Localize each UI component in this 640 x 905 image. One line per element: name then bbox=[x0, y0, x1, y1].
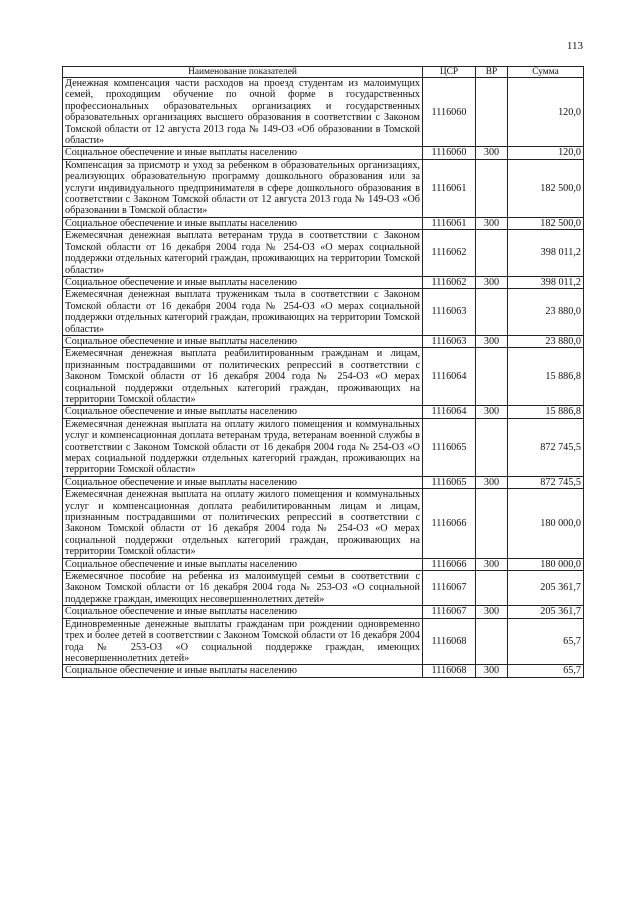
table-row bbox=[63, 289, 584, 336]
row-sum: 180 000,0 bbox=[508, 558, 584, 570]
table-header-row bbox=[63, 67, 584, 78]
row-vr: 300 bbox=[476, 558, 508, 570]
row-name: Ежемесячная денежная выплата реабилитированным гражданам и лицам, признанным пострадавшими от политических репрессий в соответствии с Законом Томской области от 16 декабря 2004 года № 254-ОЗ «О мерах социальной поддержки отдельных категорий граждан, проживающих на территории Томской области» bbox=[63, 348, 423, 406]
row-csr: 1116066 bbox=[423, 558, 476, 570]
row-sum: 205 361,7 bbox=[508, 571, 584, 606]
row-sum: 23 880,0 bbox=[508, 335, 584, 347]
row-csr: 1116060 bbox=[423, 147, 476, 159]
row-csr: 1116064 bbox=[423, 348, 476, 406]
row-name: Социальное обеспечение и иные выплаты населению bbox=[63, 476, 423, 488]
table-row bbox=[63, 217, 584, 229]
row-csr: 1116060 bbox=[423, 78, 476, 147]
row-csr: 1116063 bbox=[423, 289, 476, 336]
row-name: Ежемесячная денежная выплата на оплату жилого помещения и коммунальных услуг и компенсационная доплата реабилитированным лицам и лицам, признанным пострадавшими от политических репрессий в соответствии с Законом Томской области от 16 декабря 2004 года № 254-ОЗ «О мерах социальной поддержки отдельных категорий граждан, проживающих на территории Томской области» bbox=[63, 489, 423, 558]
row-sum: 872 745,5 bbox=[508, 476, 584, 488]
row-name: Социальное обеспечение и иные выплаты населению bbox=[63, 406, 423, 418]
row-sum: 205 361,7 bbox=[508, 606, 584, 618]
row-vr: 300 bbox=[476, 335, 508, 347]
table-row bbox=[63, 335, 584, 347]
row-name: Единовременные денежные выплаты гражданам при рождении одновременно трех и более детей в соответствии с Законом Томской области от 16 декабря 2004 года № 253-ОЗ «О социальной поддержке граждан, имеющих несовершеннолетних детей» bbox=[63, 618, 423, 665]
row-vr bbox=[476, 348, 508, 406]
row-csr: 1116068 bbox=[423, 665, 476, 677]
row-name: Социальное обеспечение и иные выплаты населению bbox=[63, 335, 423, 347]
table-row bbox=[63, 406, 584, 418]
row-name: Социальное обеспечение и иные выплаты населению bbox=[63, 665, 423, 677]
row-name: Социальное обеспечение и иные выплаты населению bbox=[63, 558, 423, 570]
budget-table bbox=[62, 66, 584, 678]
table-row bbox=[63, 489, 584, 558]
table-row bbox=[63, 618, 584, 665]
row-name: Социальное обеспечение и иные выплаты населению bbox=[63, 606, 423, 618]
header-sum: Сумма bbox=[508, 67, 584, 78]
row-csr: 1116062 bbox=[423, 230, 476, 277]
row-vr bbox=[476, 289, 508, 336]
row-sum: 180 000,0 bbox=[508, 489, 584, 558]
row-sum: 182 500,0 bbox=[508, 159, 584, 217]
row-vr bbox=[476, 78, 508, 147]
row-sum: 398 011,2 bbox=[508, 230, 584, 277]
table-row bbox=[63, 276, 584, 288]
row-name: Ежемесячная денежная выплата на оплату жилого помещения и коммунальных услуг и компенсационная доплата ветеранам труда, ветеранам военной службы в соответствии с Законом Томской области от 16 декабря 2004 года № 254-ОЗ «О мерах социальной поддержки отдельных категорий граждан, проживающих на территории Томской области» bbox=[63, 418, 423, 476]
table-row bbox=[63, 571, 584, 606]
row-csr: 1116067 bbox=[423, 606, 476, 618]
table-row bbox=[63, 159, 584, 217]
row-csr: 1116061 bbox=[423, 159, 476, 217]
row-vr: 300 bbox=[476, 606, 508, 618]
row-vr: 300 bbox=[476, 217, 508, 229]
row-name: Компенсация за присмотр и уход за ребенком в образовательных организациях, реализующих образовательную программу дошкольного образования или за услуги индивидуального предпринимателя в сфере дошкольного образования в соответствии с Законом Томской области от 12 августа 2013 года № 149-ОЗ «Об образовании в Томской области» bbox=[63, 159, 423, 217]
row-sum: 120,0 bbox=[508, 78, 584, 147]
row-vr bbox=[476, 418, 508, 476]
row-vr bbox=[476, 159, 508, 217]
header-csr: ЦСР bbox=[423, 67, 476, 78]
row-sum: 182 500,0 bbox=[508, 217, 584, 229]
row-vr bbox=[476, 489, 508, 558]
table-row bbox=[63, 558, 584, 570]
row-sum: 65,7 bbox=[508, 665, 584, 677]
row-sum: 15 886,8 bbox=[508, 348, 584, 406]
row-name: Социальное обеспечение и иные выплаты населению bbox=[63, 276, 423, 288]
row-csr: 1116066 bbox=[423, 489, 476, 558]
row-name: Ежемесячное пособие на ребенка из малоимущей семьи в соответствии с Законом Томской области от 16 декабря 2004 года № 253-ОЗ «О социальной поддержке граждан, имеющих несовершеннолетних детей» bbox=[63, 571, 423, 606]
table-row bbox=[63, 665, 584, 677]
row-sum: 15 886,8 bbox=[508, 406, 584, 418]
row-name: Социальное обеспечение и иные выплаты населению bbox=[63, 217, 423, 229]
table-row bbox=[63, 348, 584, 406]
row-sum: 23 880,0 bbox=[508, 289, 584, 336]
row-csr: 1116065 bbox=[423, 476, 476, 488]
header-vr: ВР bbox=[476, 67, 508, 78]
row-csr: 1116064 bbox=[423, 406, 476, 418]
row-sum: 398 011,2 bbox=[508, 276, 584, 288]
row-csr: 1116065 bbox=[423, 418, 476, 476]
row-name: Денежная компенсация части расходов на проезд студентам из малоимущих семей, проходящим обучение по очной форме в государственных профессиональных образовательных организациях и государственных образовательных организациях высшего образования в соответствии с Законом Томской области от 12 августа 2013 года № 149-ОЗ «Об образовании в Томской области» bbox=[63, 78, 423, 147]
table-row bbox=[63, 606, 584, 618]
table-row bbox=[63, 418, 584, 476]
row-csr: 1116061 bbox=[423, 217, 476, 229]
row-sum: 120,0 bbox=[508, 147, 584, 159]
row-vr bbox=[476, 618, 508, 665]
table-row bbox=[63, 78, 584, 147]
table-row bbox=[63, 230, 584, 277]
row-vr: 300 bbox=[476, 665, 508, 677]
row-name: Ежемесячная денежная выплата труженикам тыла в соответствии с Законом Томской области от 16 декабря 2004 года № 254-ОЗ «О мерах социальной поддержки отдельных категорий граждан, проживающих на территории Томской области» bbox=[63, 289, 423, 336]
row-vr: 300 bbox=[476, 406, 508, 418]
header-name: Наименование показателей bbox=[63, 67, 423, 78]
table-row bbox=[63, 147, 584, 159]
row-csr: 1116062 bbox=[423, 276, 476, 288]
row-csr: 1116068 bbox=[423, 618, 476, 665]
row-name: Социальное обеспечение и иные выплаты населению bbox=[63, 147, 423, 159]
row-sum: 65,7 bbox=[508, 618, 584, 665]
row-sum: 872 745,5 bbox=[508, 418, 584, 476]
row-vr: 300 bbox=[476, 147, 508, 159]
row-vr: 300 bbox=[476, 276, 508, 288]
row-csr: 1116067 bbox=[423, 571, 476, 606]
page-number: 113 bbox=[566, 40, 583, 52]
row-vr bbox=[476, 230, 508, 277]
row-vr bbox=[476, 571, 508, 606]
row-name: Ежемесячная денежная выплата ветеранам труда в соответствии с Законом Томской области от 16 декабря 2004 года № 254-ОЗ «О мерах социальной поддержки отдельных категорий граждан, проживающих на территории Томской области» bbox=[63, 230, 423, 277]
row-csr: 1116063 bbox=[423, 335, 476, 347]
table-row bbox=[63, 476, 584, 488]
row-vr: 300 bbox=[476, 476, 508, 488]
